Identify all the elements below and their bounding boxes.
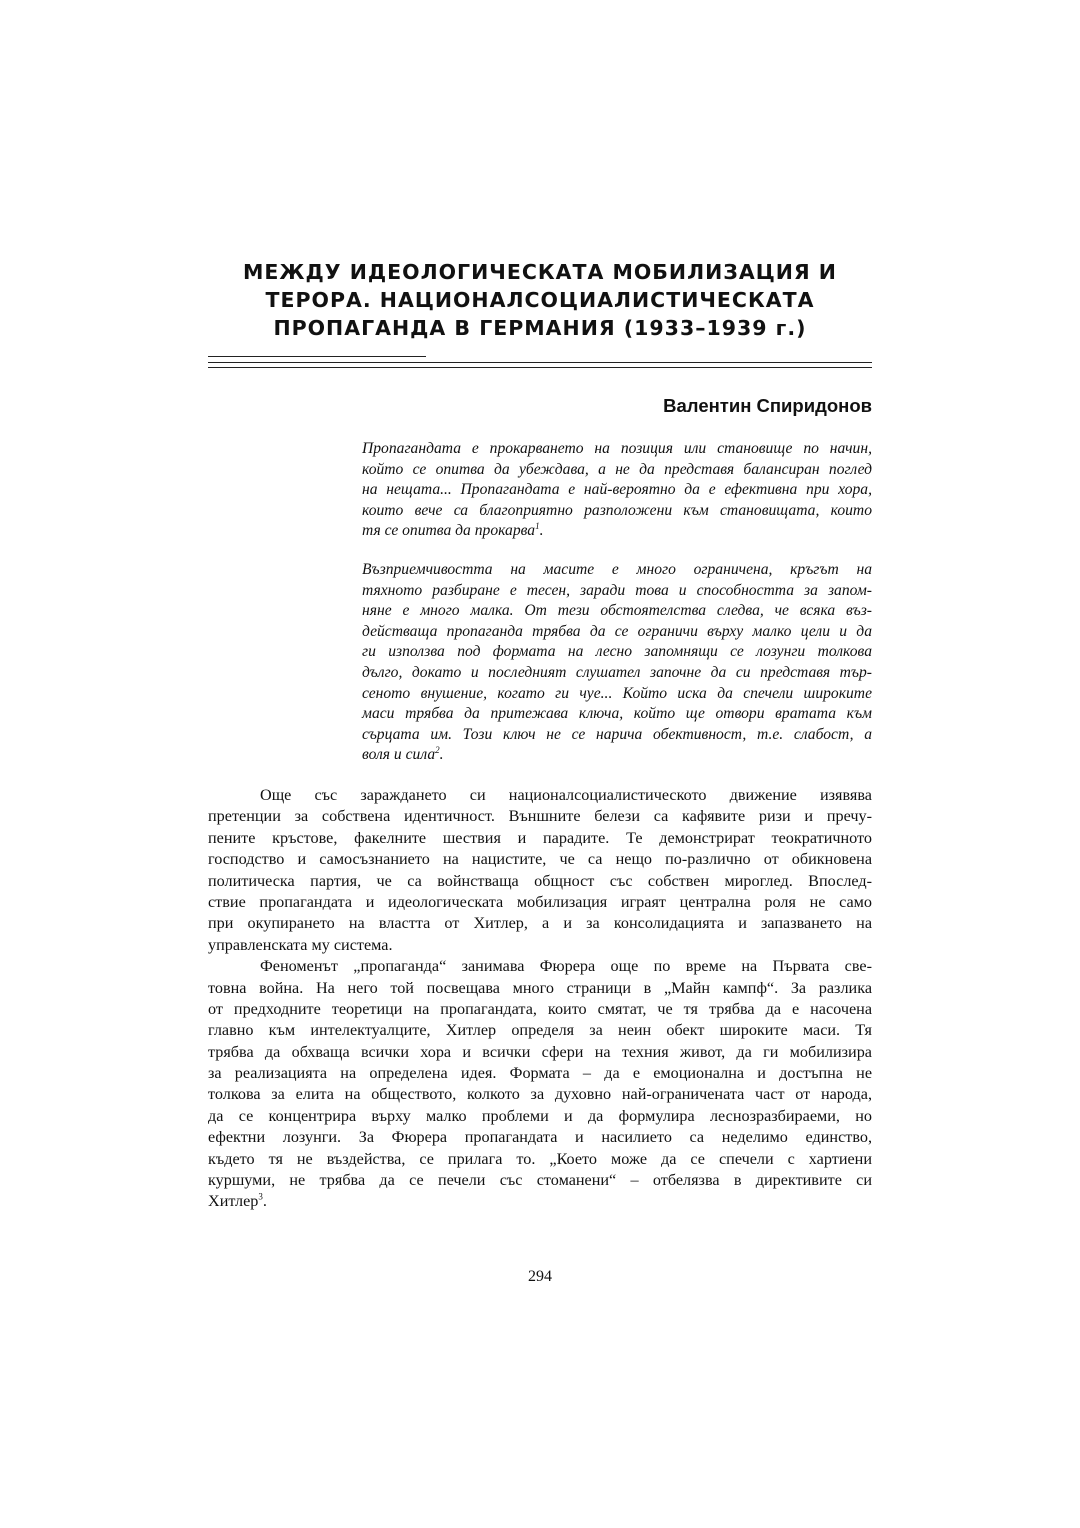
body-line: да се концентрира върху малко проблеми и да формулира леснозразбираеми, но bbox=[208, 1106, 872, 1125]
body-line: за реализацията на определена идея. Формата – да е емоционална и достъпна не bbox=[208, 1064, 872, 1083]
epigraph-line: действаща пропаганда трябва да се ограничи върху малко цели и да bbox=[362, 622, 872, 640]
body-line: толкова за елита на обществото, колкото за духовно най-ограничената част от народа, bbox=[208, 1085, 872, 1104]
body-line: от предходните теоретици на пропагандата, които смятат, че тя трябва да е насочена bbox=[208, 999, 872, 1018]
body-line: трябва да обхваща всички хора и всички сфери на техния живот, да ги мобилизира bbox=[208, 1042, 872, 1061]
body-line: претенции за собствена идентичност. Външните белези са кафявите ризи и пречу- bbox=[208, 807, 872, 826]
body-line: където тя не въздейства, се прилага то. „Което може да се спечели с хартиени bbox=[208, 1149, 872, 1168]
body-line: товна война. На него той посвещава много страници в „Майн кампф“. За разлика bbox=[208, 978, 872, 997]
footnote-ref-1[interactable]: 1 bbox=[535, 521, 540, 532]
epigraph-line: Възприемчивостта на масите е много ограничена, кръгът на bbox=[362, 561, 872, 578]
body-line: Феноменът „пропаганда“ занимава Фюрера още по време на Първата све- bbox=[260, 957, 872, 976]
page-number: 294 bbox=[528, 1268, 552, 1285]
footnote-ref-2[interactable]: 2 bbox=[435, 745, 440, 756]
body-line: ствие пропагандата и идеологическата мобилизация играят централна роля не само bbox=[208, 892, 872, 911]
title-line: ТЕРОРА. НАЦИОНАЛСОЦИАЛИСТИЧЕСКАТА bbox=[265, 288, 815, 312]
epigraph-line: ги използва под формата на лесно запомнящи се лозунги толкова bbox=[362, 643, 872, 661]
body-line: пените кръстове, факелните шествия и парадите. Те демонстрират теократичното bbox=[208, 828, 872, 847]
title-line: ПРОПАГАНДА В ГЕРМАНИЯ (1933–1939 г.) bbox=[273, 316, 807, 340]
epigraph-line: сеното внушение, когато ги чуе... Който иска да спечели широките bbox=[362, 684, 872, 702]
body-line: при окупирането на властта от Хитлер, а и за консолидацията и запазването на bbox=[208, 914, 872, 933]
epigraph-line: който се опитва да убеждава, а не да представя балансиран поглед bbox=[362, 460, 872, 478]
title-line: МЕЖДУ ИДЕОЛОГИЧЕСКАТА МОБИЛИЗАЦИЯ И bbox=[243, 260, 837, 284]
epigraph-line: дълго, докато и последният слушател започне да си представя тър- bbox=[362, 663, 872, 681]
body-line: господство и самосъзнанието на нацистите, че са нещо по-различно от обикновена bbox=[208, 850, 872, 869]
epigraph-line: на нещата... Пропагандата е най-вероятно да е ефективна при хора, bbox=[362, 481, 872, 499]
footnote-ref-3[interactable]: 3 bbox=[258, 1192, 263, 1203]
author-name: Валентин Спиридонов bbox=[663, 395, 872, 416]
title-divider-long-thin bbox=[208, 367, 872, 368]
epigraph-line: сърцата им. Този ключ не се нарича обективност, т.е. слабост, а bbox=[362, 725, 872, 743]
body-line: управленската му система. bbox=[208, 935, 393, 954]
epigraph-line: които вече са благоприятно разположени към становищата, които bbox=[362, 501, 872, 519]
title-divider-long bbox=[208, 362, 872, 363]
epigraph-line: тя се опитва да прокарва$^1$. bbox=[362, 521, 544, 540]
epigraph-line: тяхното разбиране е тесен, заради това и способността за запом- bbox=[362, 581, 872, 599]
body-line: Хитлер$^3$. bbox=[208, 1192, 267, 1211]
epigraph-1 bbox=[362, 439, 872, 542]
body-line: политическа партия, че са войнстваща общност със собствен мироглед. Впослед- bbox=[208, 871, 872, 890]
body-line: главно към интелектуалците, Хитлер определя за неин обект широките маси. Тя bbox=[208, 1021, 872, 1040]
body-line: куршуми, не трябва да се печели със стоманени“ – отбелязва в директивите си bbox=[208, 1171, 872, 1190]
article-body bbox=[208, 785, 872, 1213]
body-line: ефектни лозунги. За Фюрера пропагандата и насилието са неделимо единство, bbox=[208, 1128, 872, 1147]
epigraph-line: няне е много малка. От тези обстоятелства следва, че всяка въз- bbox=[362, 602, 872, 620]
epigraph-line: воля и сила$^2$. bbox=[362, 745, 444, 764]
epigraph-line: Пропагандата е прокарването на позиция или становище по начин, bbox=[362, 440, 872, 457]
article-title bbox=[208, 258, 872, 342]
epigraph-line: маси трябва да притежава ключа, който ще отвори вратата към bbox=[362, 705, 872, 723]
epigraph-2 bbox=[362, 560, 872, 766]
body-line: Още със зараждането си националсоциалистическото движение изявява bbox=[260, 786, 872, 804]
title-divider-short bbox=[208, 356, 426, 357]
